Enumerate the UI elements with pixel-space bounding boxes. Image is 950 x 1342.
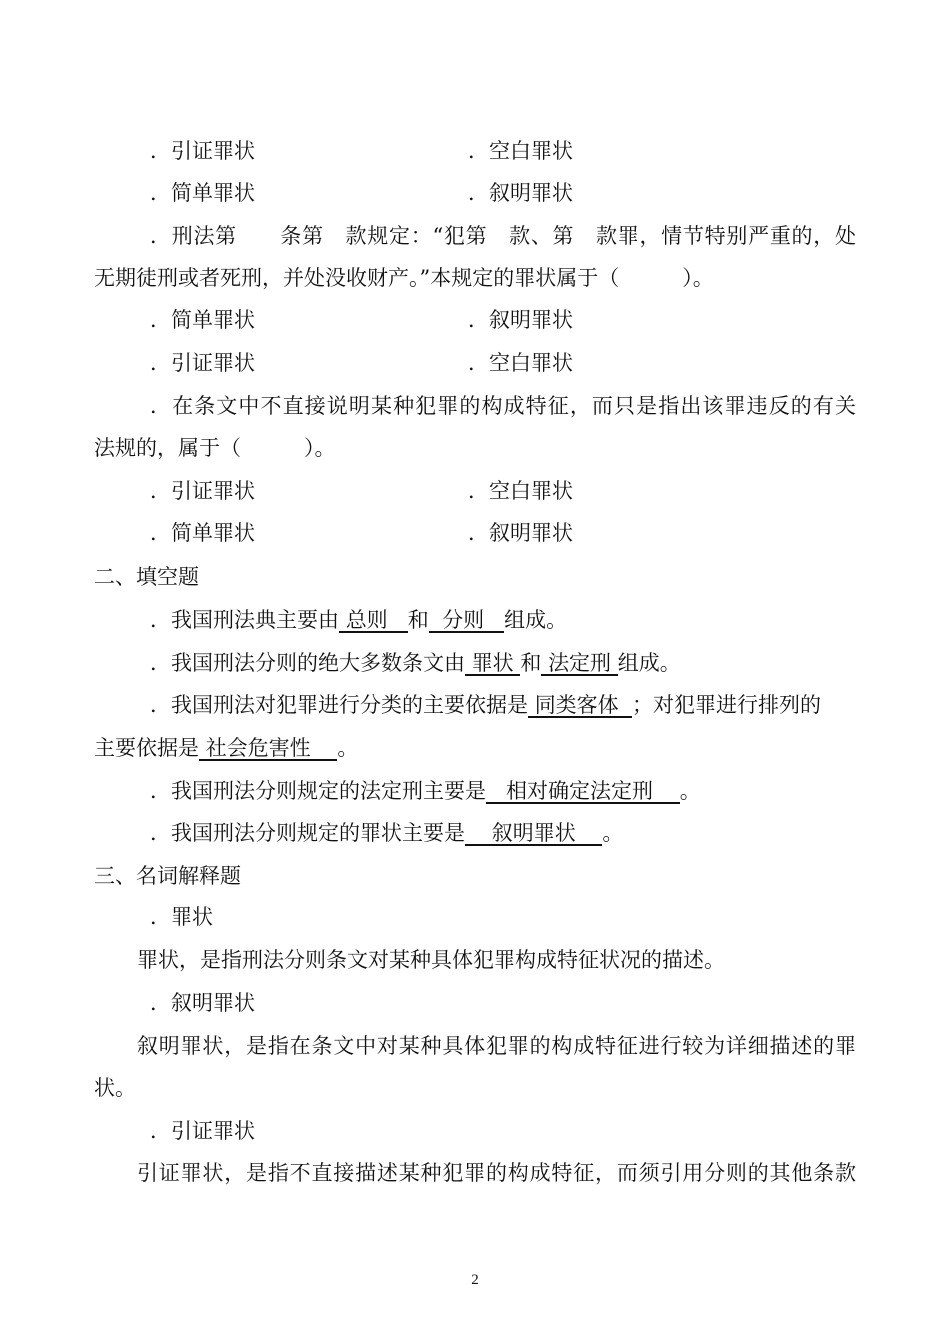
answer-blank: 罪状 [465,652,520,676]
answer-blank: 法定刑 [541,652,617,676]
option-row [0,178,950,208]
option-a: ．引证罪状 [150,139,255,163]
option-row [0,476,950,506]
answer-blank: 分则 [429,609,504,633]
answer-blank: 叙明罪状 [465,822,602,846]
option-c: ．简单罪状 [150,521,255,545]
option-b: ．空白罪状 [468,479,573,503]
option-row [0,136,950,166]
option-row [0,348,950,378]
fill-blank-item-cont: 主要依据是 社会危害性 。 [94,736,359,760]
fill-blank-item: ．我国刑法对犯罪进行分类的主要依据是 同类客体 ；对犯罪进行排列的 [150,693,822,717]
question-text: ．刑法第 条第 款规定：“犯第 款、第 款罪，情节特别严重的，处 [150,224,856,248]
option-row [0,518,950,548]
fill-blank-item: ．我国刑法分则规定的罪状主要是 叙明罪状 。 [150,821,624,845]
term-definition: 引证罪状，是指不直接描述某种犯罪的构成特征，而须引用分则的其他条款 [137,1161,856,1185]
section-heading: 三、名词解释题 [94,864,241,888]
page-number: 2 [471,1272,479,1288]
option-c: ．引证罪状 [150,351,255,375]
answer-blank: 同类客体 [528,694,632,718]
option-b: ．空白罪状 [468,139,573,163]
question-text-cont: 无期徒刑或者死刑，并处没收财产。”本规定的罪状属于（ ）。 [94,266,714,290]
term-definition-cont: 状。 [94,1076,136,1100]
option-a: ．简单罪状 [150,308,255,332]
answer-blank: 社会危害性 [199,737,337,761]
fill-blank-item: ．我国刑法典主要由 总则 和 分则 组成。 [150,608,568,632]
fill-blank-item: ．我国刑法分则的绝大多数条文由 罪状 和 法定刑 组成。 [150,651,681,675]
question-text: ．在条文中不直接说明某种犯罪的构成特征，而只是指出该罪违反的有关 [150,394,856,418]
option-d: ．叙明罪状 [468,521,573,545]
option-d: ．叙明罪状 [468,181,573,205]
term-title: ．叙明罪状 [150,991,255,1015]
section-heading: 二、填空题 [94,565,199,589]
fill-blank-item: ．我国刑法分则规定的法定刑主要是 相对确定法定刑 。 [150,779,701,803]
option-a: ．引证罪状 [150,479,255,503]
term-title: ．罪状 [150,905,213,929]
option-d: ．空白罪状 [468,351,573,375]
answer-blank: 总则 [339,609,408,633]
term-definition: 叙明罪状，是指在条文中对某种具体犯罪的构成特征进行较为详细描述的罪 [137,1034,856,1058]
option-c: ．简单罪状 [150,181,255,205]
term-title: ．引证罪状 [150,1119,255,1143]
answer-blank: 相对确定法定刑 [486,780,680,804]
option-row [0,305,950,335]
option-b: ．叙明罪状 [468,308,573,332]
question-text-cont: 法规的，属于（ ）。 [94,436,336,460]
term-definition: 罪状，是指刑法分则条文对某种具体犯罪构成特征状况的描述。 [137,948,725,972]
